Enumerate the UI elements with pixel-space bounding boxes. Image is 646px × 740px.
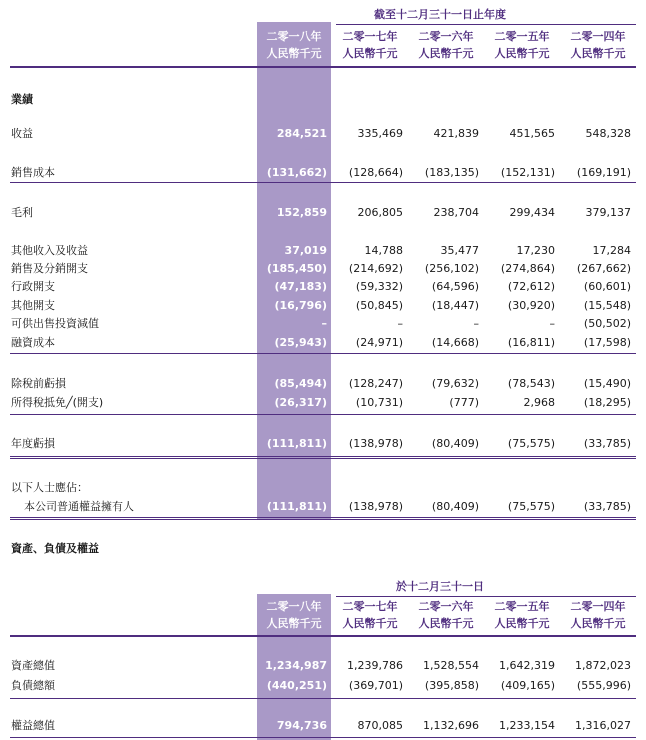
row-value: (75,575) bbox=[507, 437, 555, 450]
row-value: (777) bbox=[449, 396, 479, 409]
row-value: 1,316,027 bbox=[575, 719, 631, 732]
row-value: (33,785) bbox=[583, 437, 631, 450]
col-header-unit: 人民幣千元 bbox=[266, 47, 322, 60]
row-value: – bbox=[397, 317, 403, 330]
row-value: (78,543) bbox=[507, 377, 555, 390]
col-header-unit: 人民幣千元 bbox=[418, 47, 474, 60]
row-value: (59,332) bbox=[355, 280, 403, 293]
col-header-year: 二零一四年 bbox=[570, 30, 626, 43]
col-header-year: 二零一四年 bbox=[570, 600, 626, 613]
header-rule bbox=[10, 635, 636, 637]
row-rule bbox=[10, 737, 636, 738]
row-value: (80,409) bbox=[431, 500, 479, 513]
row-value: (169,191) bbox=[576, 166, 631, 179]
row-value: (50,502) bbox=[583, 317, 631, 330]
row-label: 融資成本 bbox=[11, 336, 55, 349]
row-value: 1,872,023 bbox=[575, 659, 631, 672]
row-value: 284,521 bbox=[276, 127, 327, 140]
row-value: 238,704 bbox=[433, 206, 479, 219]
row-label: 除稅前虧損 bbox=[11, 377, 66, 390]
row-value: (214,692) bbox=[348, 262, 403, 275]
col-header-year: 二零一八年 bbox=[266, 30, 322, 43]
row-rule bbox=[10, 353, 636, 354]
row-value: (185,450) bbox=[266, 262, 327, 275]
row-value: (64,596) bbox=[431, 280, 479, 293]
row-value: (80,409) bbox=[431, 437, 479, 450]
col-header-year: 二零一五年 bbox=[494, 600, 550, 613]
col-header-unit: 人民幣千元 bbox=[494, 617, 550, 630]
row-value: (274,864) bbox=[500, 262, 555, 275]
row-value: 206,805 bbox=[357, 206, 403, 219]
col-header-year: 二零一七年 bbox=[342, 30, 398, 43]
row-value: (183,135) bbox=[424, 166, 479, 179]
row-value: (47,183) bbox=[274, 280, 327, 293]
row-label: 收益 bbox=[11, 127, 33, 140]
row-value: (33,785) bbox=[583, 500, 631, 513]
row-value: (75,575) bbox=[507, 500, 555, 513]
row-value: (30,920) bbox=[507, 299, 555, 312]
row-label: 銷售成本 bbox=[11, 166, 55, 179]
row-label: 以下人士應佔： bbox=[11, 481, 88, 494]
period-caption: 截至十二月三十一日止年度 bbox=[374, 8, 506, 21]
col-header-year: 二零一八年 bbox=[266, 600, 322, 613]
row-value: (16,796) bbox=[274, 299, 327, 312]
row-label: 毛利 bbox=[11, 206, 33, 219]
row-value: (131,662) bbox=[266, 166, 327, 179]
row-value: (138,978) bbox=[348, 437, 403, 450]
col-header-unit: 人民幣千元 bbox=[418, 617, 474, 630]
row-rule bbox=[10, 698, 636, 699]
row-value: 35,477 bbox=[440, 244, 479, 257]
row-value: (14,668) bbox=[431, 336, 479, 349]
row-value: (26,317) bbox=[274, 396, 327, 409]
row-value: (440,251) bbox=[266, 679, 327, 692]
period-caption-rule bbox=[336, 24, 636, 25]
row-value: (24,971) bbox=[355, 336, 403, 349]
row-value: 299,434 bbox=[509, 206, 555, 219]
row-value: 1,234,987 bbox=[265, 659, 327, 672]
row-value: 1,233,154 bbox=[499, 719, 555, 732]
row-value: (111,811) bbox=[266, 500, 327, 513]
row-rule bbox=[10, 458, 636, 459]
col-header-year: 二零一五年 bbox=[494, 30, 550, 43]
col-header-unit: 人民幣千元 bbox=[570, 617, 626, 630]
row-value: (85,494) bbox=[274, 377, 327, 390]
row-value: (369,701) bbox=[348, 679, 403, 692]
row-value: (138,978) bbox=[348, 500, 403, 513]
col-header-unit: 人民幣千元 bbox=[342, 617, 398, 630]
row-value: (18,447) bbox=[431, 299, 479, 312]
row-value: 451,565 bbox=[509, 127, 555, 140]
row-label: 所得稅抵免╱(開支) bbox=[11, 396, 104, 409]
row-value: (256,102) bbox=[424, 262, 479, 275]
row-value: 17,284 bbox=[592, 244, 631, 257]
col-header-unit: 人民幣千元 bbox=[494, 47, 550, 60]
row-value: (128,247) bbox=[348, 377, 403, 390]
row-value: (17,598) bbox=[583, 336, 631, 349]
row-label: 其他開支 bbox=[11, 299, 55, 312]
row-value: – bbox=[473, 317, 479, 330]
period-caption-rule bbox=[336, 596, 636, 597]
row-rule bbox=[10, 517, 636, 518]
row-value: (15,548) bbox=[583, 299, 631, 312]
row-value: (79,632) bbox=[431, 377, 479, 390]
row-value: (72,612) bbox=[507, 280, 555, 293]
row-value: (128,664) bbox=[348, 166, 403, 179]
header-rule bbox=[10, 66, 636, 68]
row-label: 權益總值 bbox=[11, 719, 55, 732]
row-value: – bbox=[321, 317, 327, 330]
row-value: 335,469 bbox=[357, 127, 403, 140]
row-value: (409,165) bbox=[500, 679, 555, 692]
col-header-year: 二零一七年 bbox=[342, 600, 398, 613]
row-value: 379,137 bbox=[585, 206, 631, 219]
row-value: (555,996) bbox=[576, 679, 631, 692]
row-value: (18,295) bbox=[583, 396, 631, 409]
row-label: 可供出售投資減值 bbox=[11, 317, 99, 330]
row-value: (15,490) bbox=[583, 377, 631, 390]
period-caption: 於十二月三十一日 bbox=[396, 580, 484, 593]
row-label: 資產總值 bbox=[11, 659, 55, 672]
row-value: (152,131) bbox=[500, 166, 555, 179]
row-value: 870,085 bbox=[357, 719, 403, 732]
row-value: (25,943) bbox=[274, 336, 327, 349]
row-rule bbox=[10, 519, 636, 520]
row-value: (111,811) bbox=[266, 437, 327, 450]
col-header-year: 二零一六年 bbox=[418, 600, 474, 613]
row-rule bbox=[10, 414, 636, 415]
row-label: 其他收入及收益 bbox=[11, 244, 88, 257]
row-value: (10,731) bbox=[355, 396, 403, 409]
section-title: 業績 bbox=[11, 93, 33, 106]
row-label: 銷售及分銷開支 bbox=[11, 262, 88, 275]
row-value: (60,601) bbox=[583, 280, 631, 293]
row-label: 負債總額 bbox=[11, 679, 55, 692]
row-value: 1,528,554 bbox=[423, 659, 479, 672]
row-value: (16,811) bbox=[507, 336, 555, 349]
row-value: (267,662) bbox=[576, 262, 631, 275]
row-label: 行政開支 bbox=[11, 280, 55, 293]
row-value: (395,858) bbox=[424, 679, 479, 692]
row-label: 本公司普通權益擁有人 bbox=[24, 500, 134, 513]
col-header-unit: 人民幣千元 bbox=[266, 617, 322, 630]
section-title: 資產、負債及權益 bbox=[11, 542, 99, 555]
row-value: (50,845) bbox=[355, 299, 403, 312]
col-header-unit: 人民幣千元 bbox=[342, 47, 398, 60]
row-rule bbox=[10, 456, 636, 457]
row-value: 421,839 bbox=[433, 127, 479, 140]
row-value: 548,328 bbox=[585, 127, 631, 140]
row-value: 14,788 bbox=[364, 244, 403, 257]
row-rule bbox=[10, 182, 636, 183]
row-value: 1,132,696 bbox=[423, 719, 479, 732]
row-value: 152,859 bbox=[276, 206, 327, 219]
row-value: 2,968 bbox=[523, 396, 555, 409]
row-value: 37,019 bbox=[284, 244, 327, 257]
row-value: 794,736 bbox=[276, 719, 327, 732]
col-header-unit: 人民幣千元 bbox=[570, 47, 626, 60]
row-label: 年度虧損 bbox=[11, 437, 55, 450]
row-value: 1,239,786 bbox=[347, 659, 403, 672]
row-value: 17,230 bbox=[516, 244, 555, 257]
col-header-year: 二零一六年 bbox=[418, 30, 474, 43]
row-value: – bbox=[549, 317, 555, 330]
row-value: 1,642,319 bbox=[499, 659, 555, 672]
